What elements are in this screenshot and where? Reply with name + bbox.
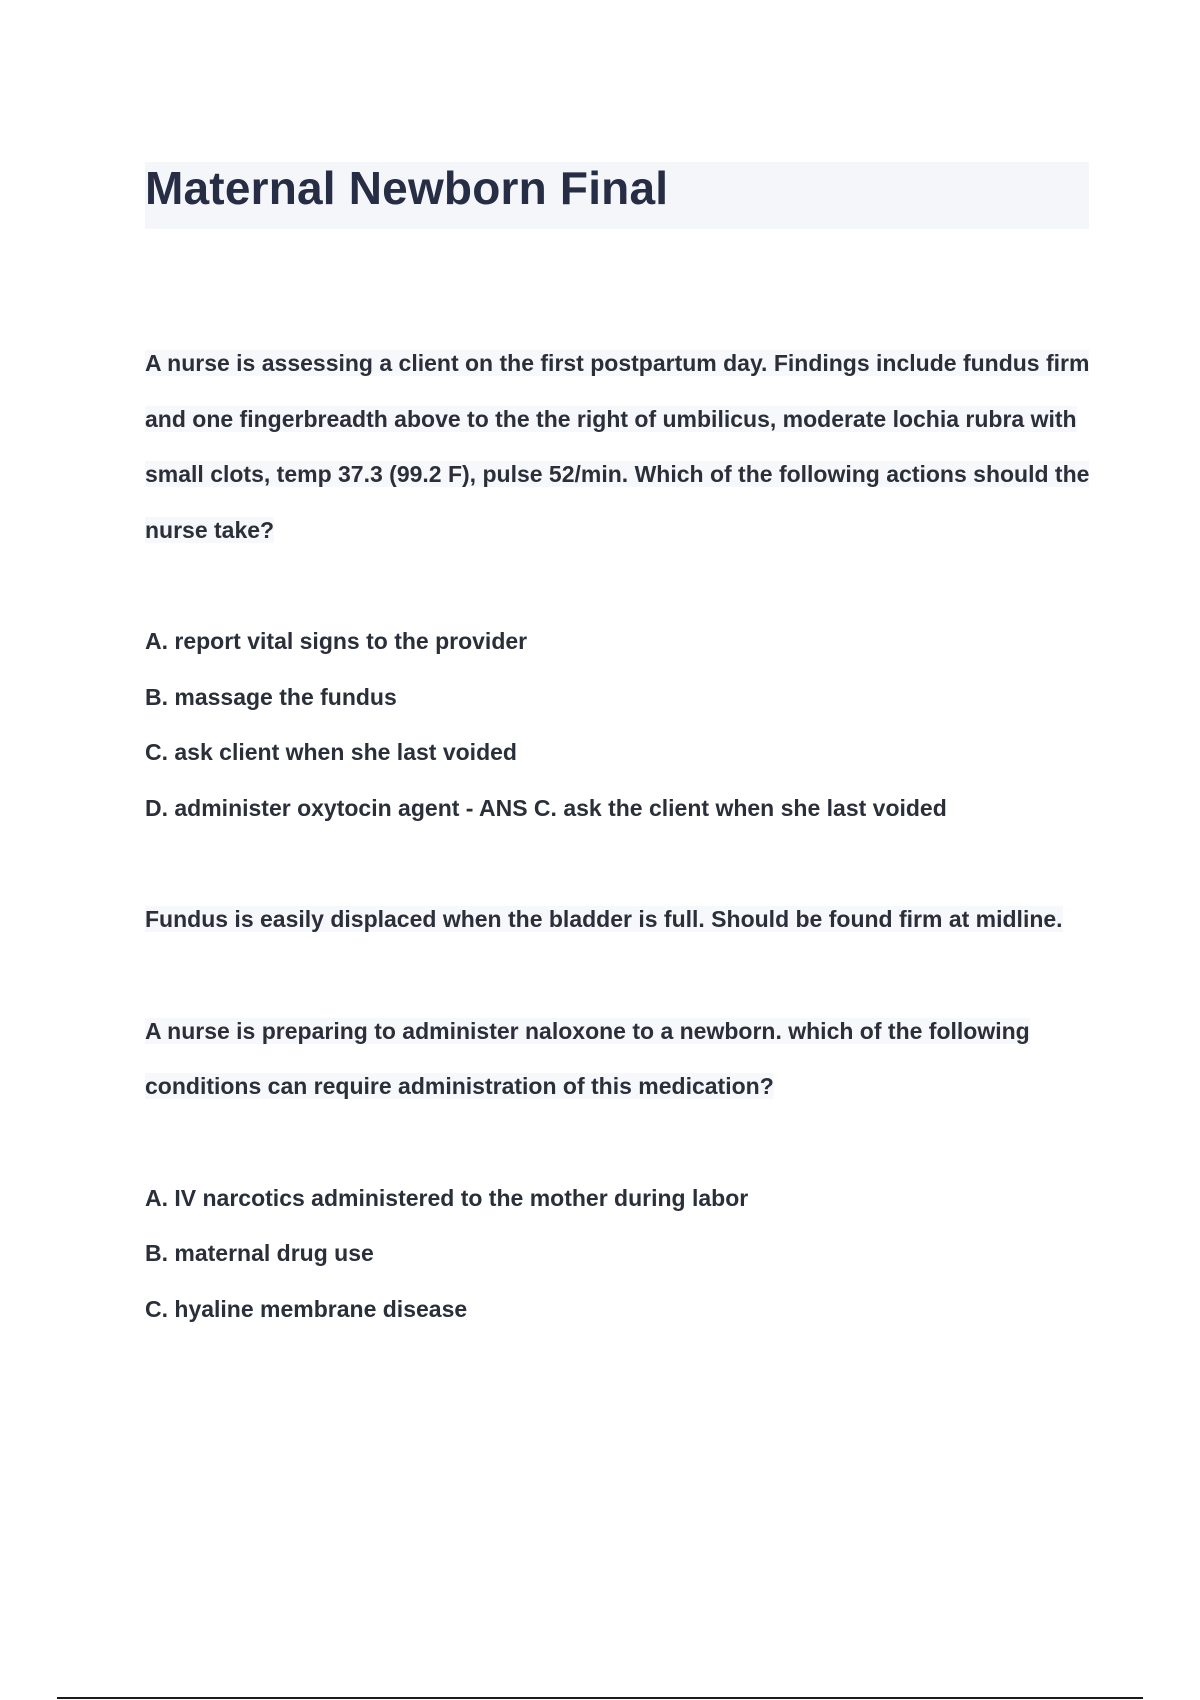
question-2-stem-text: A nurse is preparing to administer naloxone to a newborn. which of the following conditions can require administration of this medication? [145, 1017, 1030, 1099]
question-1-rationale-text: Fundus is easily displaced when the bladder is full. Should be found firm at midline. [145, 906, 1063, 932]
question-2-option-c: C. hyaline membrane disease [145, 1295, 468, 1322]
page-title: Maternal Newborn Final [145, 162, 669, 214]
question-1-option-a: A. report vital signs to the provider [145, 628, 528, 654]
question-1-stem-text: A nurse is assessing a client on the first postpartum day. Findings include fundus firm and one fingerbreadth above to the the right of umbilicus, moderate lochia rubra with small clots, temp 37.3 (99.2 F), pulse 52/min. Which of the following actions should the nurse take? [145, 350, 1090, 543]
question-1-stem [145, 336, 1095, 558]
question-2-stem [145, 1004, 1095, 1115]
question-2-option-a: A. IV narcotics administered to the mother during labor [145, 1184, 749, 1211]
question-1 [145, 336, 1095, 948]
question-2 [145, 1004, 1095, 1338]
footer-divider [57, 1697, 1143, 1699]
document-content [145, 336, 1095, 1337]
question-1-option-d-answer: D. administer oxytocin agent - ANS C. ask the client when she last voided [145, 794, 947, 821]
question-2-option-b: B. maternal drug use [145, 1240, 374, 1266]
question-1-option-b: B. massage the fundus [145, 683, 397, 710]
question-1-rationale [145, 892, 1095, 948]
question-1-option-c: C. ask client when she last voided [145, 739, 517, 765]
